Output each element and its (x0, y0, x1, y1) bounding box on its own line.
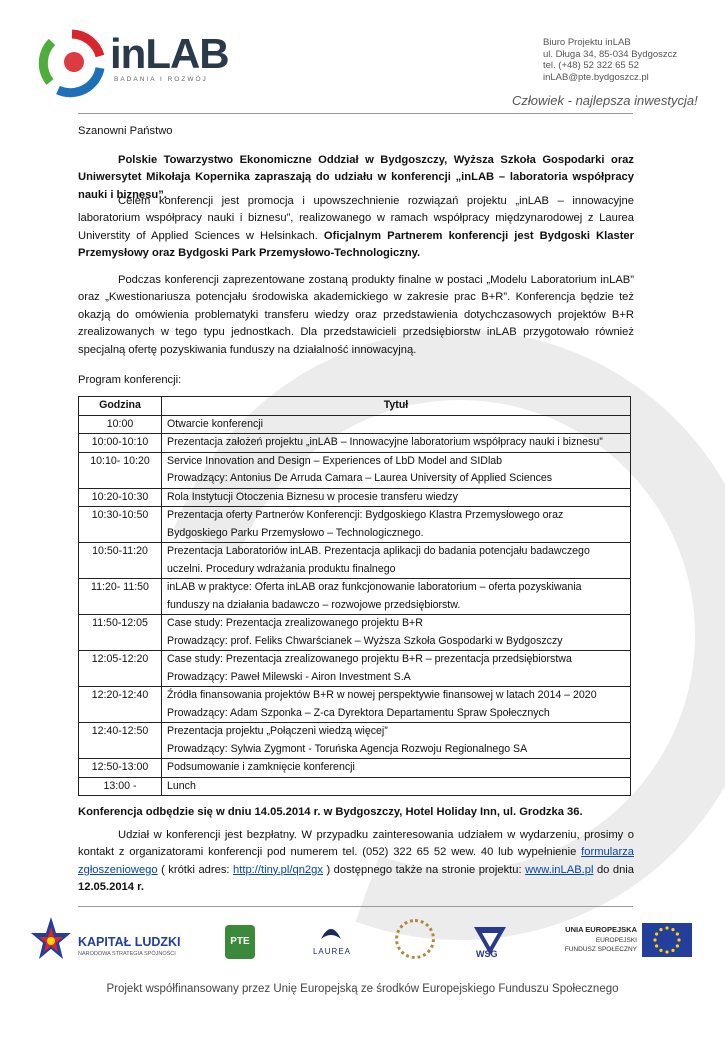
address-line: ul. Długa 34, 85-034 Bydgoszcz (543, 48, 678, 60)
program-row (79, 687, 631, 723)
program-time: 10:00 (79, 415, 162, 434)
program-row (79, 723, 631, 759)
program-time: 10:50-11:20 (79, 543, 162, 579)
program-row (79, 415, 631, 434)
program-title-line: Otwarcie konferencji (167, 417, 263, 430)
kapital-ludzki-logo (30, 915, 180, 970)
kapital-ludzki-title: KAPITAŁ LUDZKI (78, 935, 181, 949)
address-line: tel. (+48) 52 322 65 52 (543, 60, 639, 72)
program-title (162, 488, 631, 507)
registration-paragraph (78, 827, 634, 897)
footer-logos (30, 915, 695, 970)
laurea-logo (302, 919, 362, 967)
program-table (78, 396, 631, 796)
header-time: Godzina (79, 397, 162, 416)
program-title (162, 452, 631, 488)
program-title-line: Prowadzący: Adam Szponka – Z-ca Dyrektora Departamentu Spraw Społecznych (167, 706, 550, 719)
program-title (162, 434, 631, 453)
program-time: 12:50-13:00 (79, 759, 162, 778)
header-title: Tytuł (162, 397, 631, 416)
program-title-line: Prezentacja Laboratoriów inLAB. Prezentacja aplikacji do badania potencjału badawczego (167, 545, 590, 557)
program-title (162, 651, 631, 687)
program-title-line: funduszy na działania badawczo – rozwojowe przedsiębiorstw. (167, 598, 461, 611)
program-time: 12:20-12:40 (79, 687, 162, 723)
program-title-line: Prowadzący: prof. Feliks Chwarścianek – Wyższa Szkoła Gospodarki w Bydgoszczy (167, 634, 563, 647)
program-row (79, 507, 631, 543)
program-title-line: uczelni. Procedury wdrażania produktu finalnego (167, 562, 396, 575)
program-title (162, 777, 631, 796)
program-row (79, 579, 631, 615)
inlab-logo (38, 28, 229, 98)
presentation-paragraph: Podczas konferencji zaprezentowane zostaną produkty finalne w postaci „Modelu Laboratorium inLAB” oraz „Kwestionariusza potencjału środowiska akademickiego w zakresie prac B+R”. Konferencja będzie też okazją do omówienia problematyki transferu wiedzy oraz przedstawienia dotychczasowych projektów B+R zrealizowanych w tego typu jednostkach. Dla przedstawicieli przedsiębiorstw inLAB przygotowało również specjalną ofertę pozyskiwania funduszy na działalność innowacyjną. (78, 274, 634, 356)
venue-text: Konferencja odbędzie się w dniu 14.05.2014 r. w Bydgoszczy, Hotel Holiday Inn, ul. Grodzka 36. (78, 806, 583, 818)
program-label: Program konferencji: (78, 374, 182, 386)
program-title (162, 759, 631, 778)
logo-wordmark: inLAB (110, 30, 229, 77)
program-title (162, 615, 631, 651)
program-title-line: Rola Instytucji Otoczenia Biznesu w procesie transferu wiedzy (167, 490, 458, 503)
header-divider (78, 113, 633, 114)
program-row (79, 452, 631, 488)
table-header-row (79, 397, 631, 416)
eu-subtitle-1: EUROPEJSKI (595, 937, 637, 944)
slogan: Człowiek - najlepsza inwestycja! (512, 93, 698, 108)
program-title-line: Service Innovation and Design – Experiences of LbD Model and SIDlab (167, 454, 503, 467)
program-time: 10:20-10:30 (79, 488, 162, 507)
program-title-line: Prowadzący: Paweł Milewski - Airon Investment S.A (167, 670, 411, 683)
cofunding-statement: Projekt współfinansowany przez Unię Europejską ze środków Europejskiego Funduszu Społecznego (106, 983, 619, 995)
program-row (79, 615, 631, 651)
eu-title: UNIA EUROPEJSKA (565, 925, 637, 934)
office-address (543, 37, 677, 83)
pte-label: PTE (230, 936, 250, 947)
program-title-line: Prezentacja założeń projektu „inLAB – Innowacyjne laboratorium współpracy nauki i biznesu” (167, 436, 603, 448)
venue-info (78, 804, 634, 821)
project-site-link[interactable]: www.inLAB.pl (525, 863, 594, 876)
program-title-line: Case study: Prezentacja zrealizowanego projektu B+R – prezentacja przedsiębiorstwa (167, 653, 572, 665)
registration-text-d: do dnia (593, 863, 634, 876)
logo-subtext: BADANIA I ROZWÓJ (114, 76, 208, 83)
program-title-line: Prezentacja oferty Partnerów Konferencji: Bydgoskiego Klastra Przemysłowego oraz (167, 509, 564, 521)
laurea-emblem-icon (319, 919, 343, 943)
program-title-line: Podsumowanie i zamknięcie konferencji (167, 761, 355, 773)
greeting: Szanowni Państwo (78, 125, 173, 137)
umk-seal-logo (395, 919, 435, 959)
program-title-line: Lunch (167, 779, 196, 792)
registration-form-link[interactable]: formularza zgłoszeniowego (78, 846, 634, 876)
program-title-line: Prowadzący: Antonius De Arruda Camara – Laurea University of Applied Sciences (167, 472, 553, 484)
program-time: 12:40-12:50 (79, 723, 162, 759)
laurea-label: LAUREA (312, 947, 351, 956)
intro-text: Polskie Towarzystwo Ekonomiczne Oddział w Bydgoszczy, Wyższa Szkoła Gospodarki oraz Uniwersytet Mikołaja Kopernika zapraszają do udziału w konferencji „inLAB – laboratoria współpracy nauki i biznesu”. (78, 154, 634, 201)
program-title (162, 415, 631, 434)
program-time: 11:20- 11:50 (79, 579, 162, 615)
eu-logo (545, 923, 695, 963)
program-row (79, 777, 631, 796)
program-time: 10:30-10:50 (79, 507, 162, 543)
program-title (162, 723, 631, 759)
program-title-line: Prowadzący: Sylwia Zygmont - Toruńska Agencja Rozwoju Regionalnego SA (167, 742, 528, 755)
address-line: inLAB@pte.bydgoszcz.pl (543, 71, 649, 83)
address-line: Biuro Projektu inLAB (543, 37, 631, 48)
program-title (162, 507, 631, 543)
program-row (79, 651, 631, 687)
program-time: 11:50-12:05 (79, 615, 162, 651)
eu-flag-icon (642, 923, 692, 957)
program-time: 10:10- 10:20 (79, 452, 162, 488)
program-row (79, 543, 631, 579)
program-row (79, 434, 631, 453)
program-rows (79, 415, 631, 796)
registration-text-c: ) dostępnego także na stronie projektu: (322, 863, 526, 876)
program-title-line: Prezentacja projektu „Połączeni wiedzą więcej” (167, 725, 388, 737)
program-title-line: Bydgoskiego Parku Przemysłowo – Technologicznego. (167, 526, 424, 539)
registration-text: Udział w konferencji jest bezpłatny. W przypadku zainteresowania udziałem w wydarzeniu, prosimy o kontakt z organizatorami konferencji pod numerem tel. (052) 322 65 52 wew. 40 lub wypełnienie (78, 829, 634, 859)
program-title-line: inLAB w praktyce: Oferta inLAB oraz funkcjonowanie laboratorium – oferta pozyskiwania (167, 581, 582, 593)
wsg-logo (470, 923, 510, 959)
purpose-text: Celem konferencji jest promocja i upowszechnienie rozwiązań projektu „inLAB – innowacyjne laboratorium współpracy nauki i biznesu”, realizowanego w ramach współpracy międzynarodowej z Laurea Universtity of Applied Sciences w Helsinkach. (78, 195, 634, 242)
program-title-line: Case study: Prezentacja zrealizowanego projektu B+R (167, 617, 423, 629)
short-url-link[interactable]: http://tiny.pl/qn2gx (233, 863, 323, 876)
program-title (162, 543, 631, 579)
eu-subtitle-2: FUNDUSZ SPOŁECZNY (564, 946, 637, 953)
registration-text-b: ( krótki adres: (157, 863, 233, 876)
purpose-paragraph (78, 193, 634, 263)
kapital-ludzki-subtitle: NARODOWA STRATEGIA SPÓJNOŚCI (78, 951, 176, 957)
wsg-label: WSG (476, 949, 498, 959)
program-time: 10:00-10:10 (79, 434, 162, 453)
program-title (162, 687, 631, 723)
program-row (79, 488, 631, 507)
program-row (79, 759, 631, 778)
partner-text: Oficjalnym Partnerem konferencji jest Bydgoski Klaster Przemysłowy oraz Bydgoski Park Przemysłowo-Technologiczny. (78, 229, 634, 260)
program-title-line: Źródła finansowania projektów B+R w nowej perspektywie finansowej w latach 2014 – 2020 (167, 689, 597, 701)
program-time: 12:05-12:20 (79, 651, 162, 687)
pte-logo (225, 925, 255, 959)
kapital-ludzki-star-icon (30, 915, 72, 967)
deadline-date: 12.05.2014 r. (78, 881, 144, 894)
program-title (162, 579, 631, 615)
footer-divider (78, 906, 633, 907)
program-time: 13:00 - (79, 777, 162, 796)
